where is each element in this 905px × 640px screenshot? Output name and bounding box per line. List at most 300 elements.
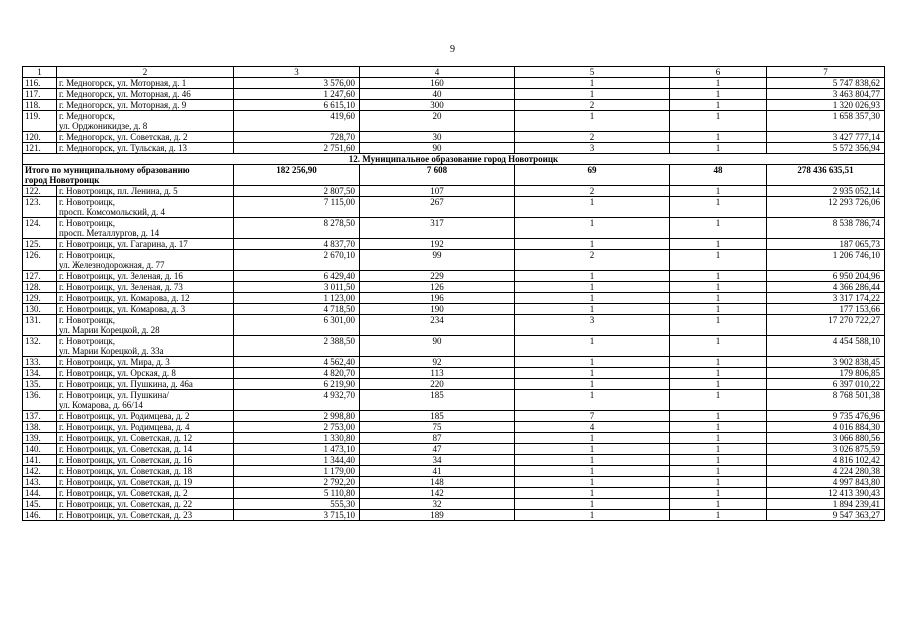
people-cell: 192 [360,239,515,250]
area-cell: 2 807,50 [234,186,360,197]
table-row [23,455,885,466]
area-cell: 5 110,80 [234,488,360,499]
data-table [22,66,885,521]
area-cell: 6 429,40 [234,271,360,282]
people-cell: 189 [360,510,515,521]
address-line: ул. Комарова, д. 66/14 [59,400,143,410]
area-cell: 2 670,10 [234,250,360,271]
table-row [23,250,885,271]
address-line: г. Новотроицк, [59,315,116,325]
column5-cell: 1 [515,293,670,304]
address-cell [57,510,234,521]
people-cell: 32 [360,499,515,510]
address-cell [57,390,234,411]
column6-cell: 1 [670,368,767,379]
row-number: 136. [23,390,57,411]
column6-cell: 1 [670,411,767,422]
address-line: г. Новотроицк, [59,336,116,346]
address-cell [57,455,234,466]
row-number: 125. [23,239,57,250]
table-row [23,411,885,422]
people-cell: 267 [360,197,515,218]
people-cell: 300 [360,100,515,111]
sum-cell: 1 658 357,30 [767,111,885,132]
people-cell: 185 [360,390,515,411]
address-line: г. Новотроицк, ул. Пушкина, д. 46а [59,379,193,389]
people-cell: 196 [360,293,515,304]
area-cell: 3 011,50 [234,282,360,293]
address-line: г. Новотроицк, ул. Советская, д. 23 [59,510,193,520]
column5-cell: 1 [515,433,670,444]
sum-cell: 5 747 838,62 [767,78,885,89]
address-line: г. Медногорск, ул. Моторная, д. 46 [59,89,191,99]
area-cell: 4 820,70 [234,368,360,379]
column6-cell: 1 [670,488,767,499]
table-row [23,510,885,521]
table-row [23,143,885,154]
people-cell: 234 [360,315,515,336]
column5-cell: 7 [515,411,670,422]
row-number: 124. [23,218,57,239]
address-line: г. Новотроицк, ул. Пушкина/ [59,390,169,400]
table-row [23,100,885,111]
people-cell: 41 [360,466,515,477]
people-cell: 317 [360,218,515,239]
total-column6: 48 [670,165,767,186]
table-row [23,78,885,89]
row-number: 118. [23,100,57,111]
row-number: 140. [23,444,57,455]
column6-cell: 1 [670,239,767,250]
row-number: 137. [23,411,57,422]
address-line: г. Новотроицк, ул. Родимцева, д. 4 [59,422,190,432]
column6-cell: 1 [670,315,767,336]
sum-cell: 12 293 726,06 [767,197,885,218]
area-cell: 728,70 [234,132,360,143]
area-cell: 2 792,20 [234,477,360,488]
address-cell [57,143,234,154]
address-line: ул. Марии Корецкой, д. 33а [59,346,164,356]
people-cell: 190 [360,304,515,315]
table-row [23,304,885,315]
column6-cell: 1 [670,100,767,111]
sum-cell: 6 397 010,22 [767,379,885,390]
address-cell [57,357,234,368]
sum-cell: 6 950 204,96 [767,271,885,282]
address-cell [57,477,234,488]
address-line: г. Новотроицк, ул. Советская, д. 12 [59,433,193,443]
address-cell [57,315,234,336]
area-cell: 8 278,50 [234,218,360,239]
table-row [23,282,885,293]
sum-cell: 8 768 501,38 [767,390,885,411]
column6-cell: 1 [670,143,767,154]
row-number: 135. [23,379,57,390]
table-row [23,239,885,250]
sum-cell: 3 026 875,59 [767,444,885,455]
address-line: г. Новотроицк, ул. Мира, д. 3 [59,357,170,367]
address-cell [57,282,234,293]
address-cell [57,422,234,433]
area-cell: 2 388,50 [234,336,360,357]
table-row [23,357,885,368]
column6-cell: 1 [670,293,767,304]
address-cell [57,379,234,390]
people-cell: 220 [360,379,515,390]
sum-cell: 4 366 286,44 [767,282,885,293]
column6-cell: 1 [670,132,767,143]
people-cell: 34 [360,455,515,466]
table-row [23,218,885,239]
area-cell: 7 115,00 [234,197,360,218]
address-line: г. Новотроицк, ул. Советская, д. 22 [59,499,193,509]
people-cell: 87 [360,433,515,444]
column6-cell: 1 [670,250,767,271]
address-line: г. Медногорск, ул. Моторная, д. 1 [59,78,187,88]
row-number: 128. [23,282,57,293]
people-cell: 92 [360,357,515,368]
table-row [23,293,885,304]
column5-cell: 1 [515,466,670,477]
address-line: г. Медногорск, ул. Советская, д. 2 [59,132,188,142]
row-number: 122. [23,186,57,197]
area-cell: 4 837,70 [234,239,360,250]
table-row [23,111,885,132]
area-cell: 6 615,10 [234,100,360,111]
column5-cell: 2 [515,100,670,111]
column6-cell: 1 [670,78,767,89]
column6-cell: 1 [670,89,767,100]
sum-cell: 17 270 722,27 [767,315,885,336]
column-header: 7 [767,67,885,78]
total-label-line: Итого по муниципальному образованию [25,165,190,175]
area-cell: 6 219,90 [234,379,360,390]
address-line: ул. Орджоникидзе, д. 8 [59,121,148,131]
sum-cell: 4 224 280,38 [767,466,885,477]
people-cell: 148 [360,477,515,488]
address-cell [57,368,234,379]
people-cell: 90 [360,143,515,154]
people-cell: 90 [360,336,515,357]
area-cell: 419,60 [234,111,360,132]
sum-cell: 9 735 476,96 [767,411,885,422]
column-header: 1 [23,67,57,78]
area-cell: 2 753,00 [234,422,360,433]
column6-cell: 1 [670,336,767,357]
total-sum: 278 436 635,51 [767,165,885,186]
table-row [23,422,885,433]
section-title-row [23,154,885,165]
column6-cell: 1 [670,466,767,477]
column5-cell: 2 [515,250,670,271]
people-cell: 75 [360,422,515,433]
address-line: просп. Комсомольский, д. 4 [59,207,166,217]
people-cell: 20 [360,111,515,132]
people-cell: 160 [360,78,515,89]
column6-cell: 1 [670,455,767,466]
section-title: 12. Муниципальное образование город Новотроицк [23,154,885,165]
row-number: 130. [23,304,57,315]
area-cell: 1 344,40 [234,455,360,466]
table-row [23,444,885,455]
area-cell: 2 751,60 [234,143,360,154]
column6-cell: 1 [670,282,767,293]
column6-cell: 1 [670,444,767,455]
address-cell [57,239,234,250]
row-number: 133. [23,357,57,368]
column-header: 4 [360,67,515,78]
column6-cell: 1 [670,111,767,132]
row-number: 127. [23,271,57,282]
column5-cell: 3 [515,143,670,154]
table-row [23,186,885,197]
area-cell: 1 179,00 [234,466,360,477]
address-line: г. Новотроицк, пл. Ленина, д. 5 [59,186,178,196]
column6-cell: 1 [670,379,767,390]
sum-cell: 12 413 390,43 [767,488,885,499]
row-number: 126. [23,250,57,271]
table-row [23,433,885,444]
address-line: г. Новотроицк, ул. Советская, д. 16 [59,455,193,465]
address-line: г. Новотроицк, ул. Зеленая, д. 16 [59,271,183,281]
column6-cell: 1 [670,218,767,239]
column5-cell: 1 [515,271,670,282]
area-cell: 4 932,70 [234,390,360,411]
row-number: 139. [23,433,57,444]
table-row [23,379,885,390]
column5-cell: 3 [515,315,670,336]
column-header: 3 [234,67,360,78]
address-line: г. Новотроицк, ул. Советская, д. 19 [59,477,193,487]
table-row [23,315,885,336]
column6-cell: 1 [670,186,767,197]
row-number: 132. [23,336,57,357]
address-cell [57,411,234,422]
area-cell: 3 576,00 [234,78,360,89]
table-row [23,499,885,510]
row-number: 123. [23,197,57,218]
area-cell: 1 473,10 [234,444,360,455]
total-area: 182 256,90 [234,165,360,186]
row-number: 146. [23,510,57,521]
address-line: г. Новотроицк, ул. Родимцева, д. 2 [59,411,190,421]
address-cell [57,197,234,218]
column6-cell: 1 [670,510,767,521]
sum-cell: 177 153,66 [767,304,885,315]
row-number: 144. [23,488,57,499]
column5-cell: 1 [515,336,670,357]
row-number: 131. [23,315,57,336]
column6-cell: 1 [670,433,767,444]
address-line: г. Новотроицк, [59,197,116,207]
address-cell [57,466,234,477]
column5-cell: 1 [515,78,670,89]
column5-cell: 1 [515,488,670,499]
address-line: г. Новотроицк, ул. Гагарина, д. 17 [59,239,188,249]
address-line: г. Медногорск, ул. Моторная, д. 9 [59,100,187,110]
column-header: 2 [57,67,234,78]
column5-cell: 4 [515,422,670,433]
area-cell: 1 247,60 [234,89,360,100]
column5-cell: 1 [515,304,670,315]
sum-cell: 3 463 804,77 [767,89,885,100]
area-cell: 4 562,40 [234,357,360,368]
row-number: 141. [23,455,57,466]
sum-cell: 1 206 746,10 [767,250,885,271]
table-row [23,197,885,218]
sum-cell: 1 894 239,41 [767,499,885,510]
sum-cell: 4 816 102,42 [767,455,885,466]
address-line: г. Новотроицк, [59,218,116,228]
address-cell [57,250,234,271]
column5-cell: 1 [515,282,670,293]
column5-cell: 1 [515,499,670,510]
row-number: 142. [23,466,57,477]
people-cell: 47 [360,444,515,455]
address-cell [57,336,234,357]
total-label [23,165,234,186]
column5-cell: 1 [515,390,670,411]
address-line: ул. Марии Корецкой, д. 28 [59,325,160,335]
address-line: ул. Железнодорожная, д. 77 [59,260,165,270]
table-row [23,132,885,143]
sum-cell: 1 320 026,93 [767,100,885,111]
address-cell [57,444,234,455]
address-cell [57,293,234,304]
column5-cell: 1 [515,368,670,379]
people-cell: 142 [360,488,515,499]
area-cell: 6 301,00 [234,315,360,336]
column5-cell: 1 [515,111,670,132]
people-cell: 126 [360,282,515,293]
sum-cell: 179 806,85 [767,368,885,379]
address-cell [57,499,234,510]
address-line: г. Медногорск, ул. Тульская, д. 13 [59,143,187,153]
row-number: 138. [23,422,57,433]
column5-cell: 2 [515,186,670,197]
address-line: г. Новотроицк, [59,250,116,260]
address-cell [57,186,234,197]
address-cell [57,111,234,132]
sum-cell: 3 066 880,56 [767,433,885,444]
area-cell: 555,30 [234,499,360,510]
table-row [23,488,885,499]
column6-cell: 1 [670,304,767,315]
row-number: 116. [23,78,57,89]
people-cell: 113 [360,368,515,379]
sum-cell: 187 065,73 [767,239,885,250]
table-row [23,271,885,282]
column5-cell: 1 [515,89,670,100]
page-number: 9 [450,44,455,55]
column5-cell: 1 [515,218,670,239]
column5-cell: 1 [515,357,670,368]
table-row [23,368,885,379]
address-line: г. Новотроицк, ул. Советская, д. 18 [59,466,193,476]
column-header: 6 [670,67,767,78]
address-line: г. Новотроицк, ул. Комарова, д. 3 [59,304,186,314]
column5-cell: 1 [515,444,670,455]
table-row [23,466,885,477]
people-cell: 99 [360,250,515,271]
column-number-row [23,67,885,78]
area-cell: 2 998,80 [234,411,360,422]
sum-cell: 8 538 786,74 [767,218,885,239]
table-row [23,477,885,488]
column6-cell: 1 [670,197,767,218]
area-cell: 3 715,10 [234,510,360,521]
total-people: 7 608 [360,165,515,186]
sum-cell: 5 572 356,94 [767,143,885,154]
column6-cell: 1 [670,499,767,510]
column5-cell: 1 [515,379,670,390]
row-number: 134. [23,368,57,379]
column-header: 5 [515,67,670,78]
row-number: 121. [23,143,57,154]
table-row [23,89,885,100]
column5-cell: 1 [515,477,670,488]
address-cell [57,433,234,444]
address-cell [57,132,234,143]
sum-cell: 3 902 838,45 [767,357,885,368]
sum-cell: 2 935 052,14 [767,186,885,197]
sum-cell: 4 016 884,30 [767,422,885,433]
column5-cell: 1 [515,510,670,521]
column5-cell: 1 [515,197,670,218]
sum-cell: 4 997 843,80 [767,477,885,488]
table-row [23,336,885,357]
column6-cell: 1 [670,357,767,368]
row-number: 120. [23,132,57,143]
row-number: 143. [23,477,57,488]
address-cell [57,89,234,100]
area-cell: 4 718,50 [234,304,360,315]
address-line: г. Новотроицк, ул. Советская, д. 2 [59,488,188,498]
people-cell: 107 [360,186,515,197]
column5-cell: 1 [515,455,670,466]
address-cell [57,100,234,111]
total-label-line: город Новотроицк [25,175,100,185]
sum-cell: 3 317 174,22 [767,293,885,304]
address-line: просп. Металлургов, д. 14 [59,228,160,238]
people-cell: 229 [360,271,515,282]
sum-cell: 3 427 777,14 [767,132,885,143]
column5-cell: 2 [515,132,670,143]
people-cell: 30 [360,132,515,143]
table-row [23,390,885,411]
address-cell [57,218,234,239]
column6-cell: 1 [670,422,767,433]
total-column5: 69 [515,165,670,186]
row-number: 117. [23,89,57,100]
address-cell [57,78,234,89]
address-cell [57,488,234,499]
address-line: г. Новотроицк, ул. Орская, д. 8 [59,368,176,378]
area-cell: 1 123,00 [234,293,360,304]
row-number: 129. [23,293,57,304]
area-cell: 1 330,80 [234,433,360,444]
column6-cell: 1 [670,271,767,282]
column6-cell: 1 [670,390,767,411]
address-line: г. Медногорск, [59,111,115,121]
address-cell [57,304,234,315]
people-cell: 185 [360,411,515,422]
column5-cell: 1 [515,239,670,250]
column6-cell: 1 [670,477,767,488]
address-line: г. Новотроицк, ул. Комарова, д. 12 [59,293,190,303]
row-number: 119. [23,111,57,132]
people-cell: 40 [360,89,515,100]
